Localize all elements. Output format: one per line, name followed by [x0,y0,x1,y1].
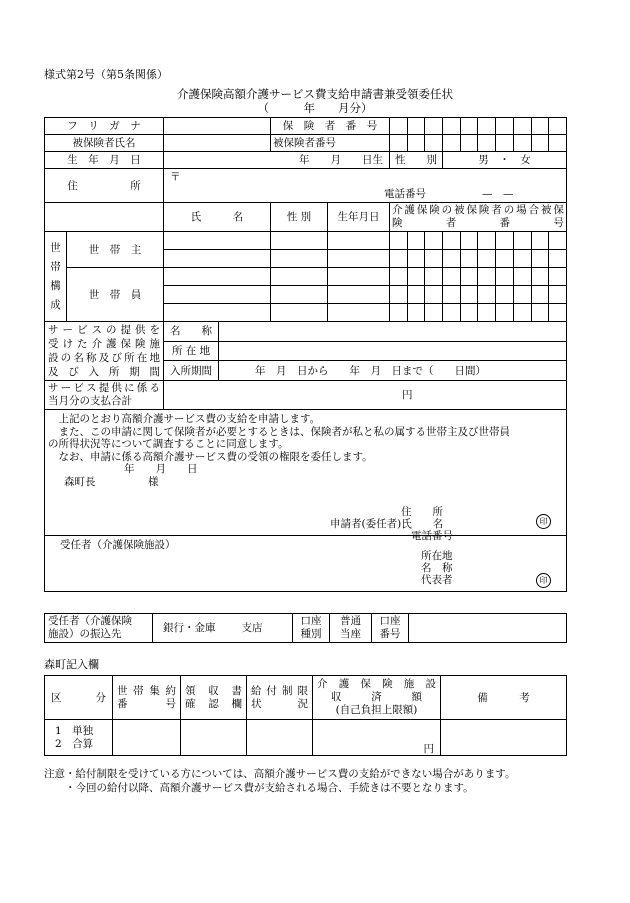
col-biko-header: 備 考 [441,676,567,720]
col-setai-header: 世帯集約 番 号 [113,676,181,720]
declaration-line: また、この申請に関して保険者が必要とするときは、保険者が私と私の属する世帯主及び世帯員 [48,425,510,438]
applicant-address-label: 住 所 [401,506,443,518]
col-name-header: 氏 名 [164,203,271,232]
insured-name-field[interactable] [164,135,271,152]
applicant-name-label: 申請者(委任者)氏 名 [330,518,444,530]
admission-period-field[interactable]: 年 月 日から 年 月 日まで（ 日間） [219,361,567,381]
insured-number-digit[interactable] [531,135,549,152]
household-sex-field[interactable] [271,268,328,286]
facility-location-label: 所 在 地 [164,341,219,361]
note-line: ・今回の給付以降、高額介護サービス費が支給される場合、手続きは不要となります。 [44,782,474,794]
insured-number-digit[interactable] [478,135,496,152]
applicant-phone-label: 電話番号 [411,530,453,542]
bank-name-field[interactable] [153,614,293,643]
household-birth-field[interactable] [328,250,390,268]
household-birth-field[interactable] [328,268,390,286]
household-head-label: 世 帯 主 [67,232,164,268]
col-kubun-header: 区 分 [45,676,113,720]
col-insured-header-line1: 介護保険の被保険者の場合被保 [392,204,564,216]
household-birth-field[interactable] [328,304,390,322]
birthdate-field[interactable]: 年 月 日生 [164,152,390,169]
notes [44,767,515,795]
ryoshu-field[interactable] [181,720,247,756]
household-corner [45,203,164,232]
address-field[interactable] [164,169,567,203]
insured-number-digit[interactable] [407,135,425,152]
phone-field[interactable]: — — [482,188,514,200]
delegate-seal-icon: 印 [536,573,551,588]
household-sex-field[interactable] [271,286,328,304]
insurer-number-digit[interactable] [390,118,408,135]
insurer-number-digit[interactable] [496,118,514,135]
insured-number-digit[interactable] [513,135,531,152]
household-name-field[interactable] [164,286,271,304]
seal-mark-icon: 印 [536,514,551,529]
delegate-section [45,536,567,592]
col-kyufu-header: 給付制限 状 況 [247,676,313,720]
facility-name-label: 名 称 [164,322,219,342]
insured-number-digit[interactable] [425,135,443,152]
declaration-line: 上記のとおり高額介護サービス費の支給を申請します。 [48,413,321,425]
address-label: 住 所 [45,169,164,203]
title-text: 介護保険高額介護サービス費支給申請書兼受領委任状 [177,87,453,101]
household-name-field[interactable] [164,232,271,250]
admission-period-label: 入所期間 [164,361,219,381]
insured-number-label: 被保険者番号 [271,135,390,152]
col-shisetsu-header: 介護保険施設 収 済 額 (自己負担上限額) [313,676,441,720]
account-type-label: 口座 種別 [293,614,330,643]
shisetsu-amount-field[interactable] [313,720,441,756]
insurer-number-digit[interactable] [425,118,443,135]
yen-unit: 円 [423,743,434,755]
insurer-number-digit[interactable] [443,118,461,135]
insured-number-digit[interactable] [496,135,514,152]
bank-table [44,613,567,643]
household-name-field[interactable] [164,250,271,268]
facility-location-field[interactable] [219,341,567,361]
account-number-label: 口座 番号 [372,614,409,643]
yen-unit: 円 [402,389,413,401]
col-ryoshu-header: 領 収 書 確 認 欄 [181,676,247,720]
facility-label: サービスの提供を 受けた介護保険施 設の名称及び所在地 及び入所期間 [45,322,164,381]
application-form-table [44,117,567,592]
branch-label: 支店 [241,622,263,634]
col-insured-number-header [390,203,567,232]
declaration-line: の所得状況等について調査することに同意します。 [48,438,289,450]
office-use-table [44,675,567,756]
declaration-date[interactable]: 年 月 日 [124,463,198,475]
household-name-field[interactable] [164,268,271,286]
kyufu-field[interactable] [247,720,313,756]
insurer-number-digit[interactable] [407,118,425,135]
declaration-line: なお、申請に係る高額介護サービス費の受領の権限を委任します。 [48,450,373,463]
insured-number-digit[interactable] [549,135,567,152]
col-insured-header-line2: 険 者 番 号 [392,217,564,229]
household-sex-field[interactable] [271,304,328,322]
note-line: 注意・給付制限を受けている方については、高額介護サービス費の支給ができない場合があります。 [44,768,516,780]
household-birth-field[interactable] [328,286,390,304]
household-sex-field[interactable] [271,250,328,268]
insured-number-digit[interactable] [390,135,408,152]
col-birth-header: 生年月日 [328,203,390,232]
payment-total-label: サービス提供に係る 当月分の支払合計 [45,381,164,410]
insurer-number-digit[interactable] [478,118,496,135]
declaration-section [45,410,567,542]
kubun-options[interactable]: 1 単独 2 合算 [45,720,113,756]
phone-label: 電話番号 [384,188,426,200]
delegate-location-label: 所在地 [421,550,453,562]
facility-name-field[interactable] [219,322,567,342]
postal-mark: 〒 [170,171,181,183]
household-section-label: 世帯構成 [45,232,67,322]
biko-field[interactable] [441,720,567,756]
insured-number-digit[interactable] [460,135,478,152]
period-text: （ 年 月分） [257,101,373,115]
insurer-number-digit[interactable] [531,118,549,135]
bank-type-label: 銀行・金庫 [163,622,216,634]
household-birth-field[interactable] [328,232,390,250]
sex-label: 性 別 [390,152,443,169]
household-sex-field[interactable] [271,232,328,250]
bank-label: 受任者（介護保険 施設）の振込先 [45,614,153,643]
insurer-number-label: 保 険 者 番 号 [271,118,390,135]
delegate-label: 受任者（介護保険施設） [60,539,176,551]
account-type-field[interactable]: 普通 当座 [330,614,372,643]
insurer-number-digit[interactable] [460,118,478,135]
account-number-field[interactable] [409,614,567,643]
insurer-number-digit[interactable] [549,118,567,135]
household-name-field[interactable] [164,304,271,322]
insured-number-digit[interactable] [443,135,461,152]
birthdate-label: 生 年 月 日 [45,152,164,169]
setai-field[interactable] [113,720,181,756]
furigana-label: フ リ ガ ナ [45,118,164,135]
payment-total-field[interactable] [164,381,567,410]
delegate-name-label: 名 称 [421,562,453,574]
insurer-number-digit[interactable] [513,118,531,135]
delegate-representative-label: 代表者 [421,574,453,586]
sex-field[interactable]: 男 ・ 女 [443,152,567,169]
insured-name-label: 被保険者氏名 [45,135,164,152]
office-use-heading: 森町記入欄 [44,658,99,671]
mayor-addressee: 森町長 様 [64,475,159,488]
furigana-field[interactable] [164,118,271,135]
form-number: 様式第2号（第5条関係） [44,68,168,81]
col-sex-header: 性 別 [271,203,328,232]
page-title [0,87,630,115]
household-members-label: 世 帯 員 [67,268,164,322]
